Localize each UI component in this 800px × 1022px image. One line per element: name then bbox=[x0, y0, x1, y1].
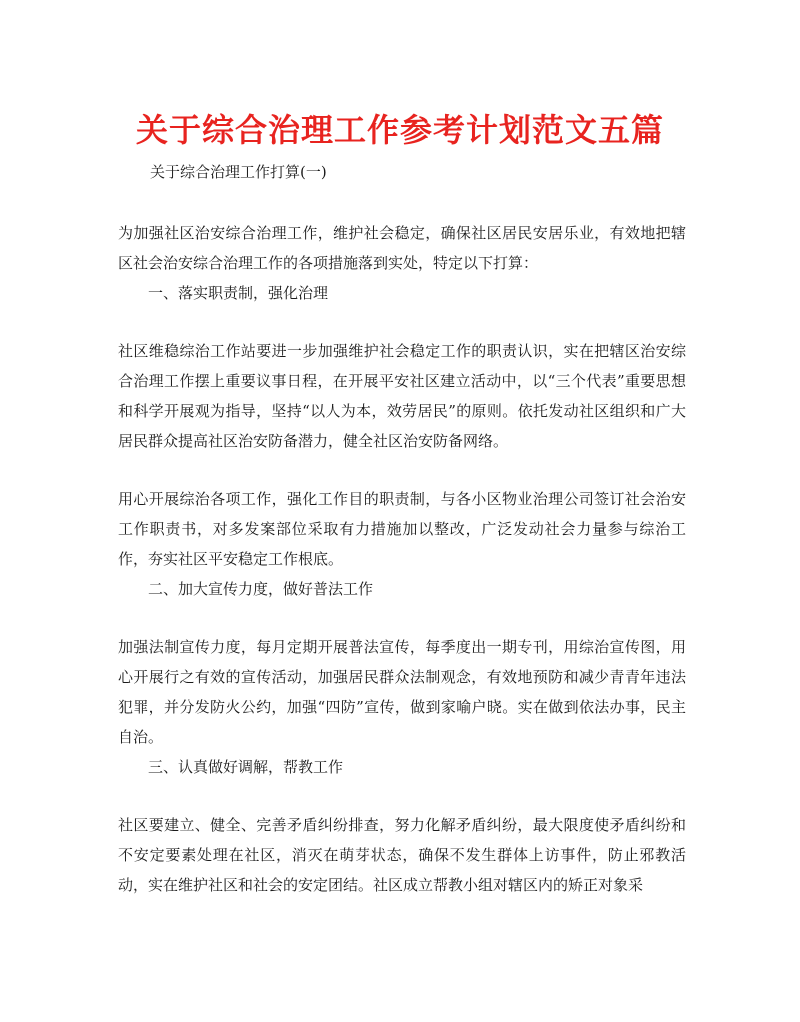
section1-paragraph-1: 社区维稳综治工作站要进一步加强维护社会稳定工作的职责认识，实在把辖区治安综合治理工作摆上重要议事日程，在开展平安社区建立活动中，以“三个代表”重要思想和科学开展观为指导，坚持“以人为本，效劳居民”的原则。依托发动社区组织和广大居民群众提高社区治安防备潜力，健全社区治安防备网络。 bbox=[118, 342, 686, 450]
document-subtitle: 关于综合治理工作打算(一) bbox=[150, 163, 327, 181]
spacer bbox=[118, 308, 686, 336]
section1-paragraph-2: 用心开展综治各项工作，强化工作目的职责制，与各小区物业治理公司签订社会治安工作职责书，对多发案部位采取有力措施加以整改，广泛发动社会力量参与综治工作，夯实社区平安稳定工作根底。 bbox=[118, 490, 686, 568]
spacer bbox=[118, 604, 686, 632]
section-heading-3: 三、认真做好调解，帮教工作 bbox=[148, 758, 344, 776]
section2-paragraph-1: 加强法制宣传力度，每月定期开展普法宣传，每季度出一期专刊，用综治宣传图，用心开展行之有效的宣传活动，加强居民群众法制观念，有效地预防和减少青青年违法犯罪，并分发防火公约，加强“四防”宣传，做到家喻户晓。实在做到依法办事，民主自治。 bbox=[118, 638, 686, 746]
document-title: 关于综合治理工作参考计划范文五篇 bbox=[135, 111, 664, 149]
intro-paragraph: 为加强社区治安综合治理工作，维护社会稳定，确保社区居民安居乐业，有效地把辖区社会治安综合治理工作的各项措施落到实处，特定以下打算： bbox=[118, 224, 686, 272]
section3-paragraph-1: 社区要建立、健全、完善矛盾纠纷排查，努力化解矛盾纠纷，最大限度使矛盾纠纷和不安定要素处理在社区，消灭在萌芽状态，确保不发生群体上访事件，防止邪教活动，实在维护社区和社会的安定团结。社区成立帮教小组对辖区内的矫正对象采 bbox=[118, 816, 686, 894]
section-heading-1: 一、落实职责制，强化治理 bbox=[148, 284, 329, 302]
document-body bbox=[118, 218, 686, 900]
section-heading-2: 二、加大宣传力度，做好普法工作 bbox=[148, 580, 374, 598]
spacer bbox=[118, 456, 686, 484]
spacer bbox=[118, 782, 686, 810]
